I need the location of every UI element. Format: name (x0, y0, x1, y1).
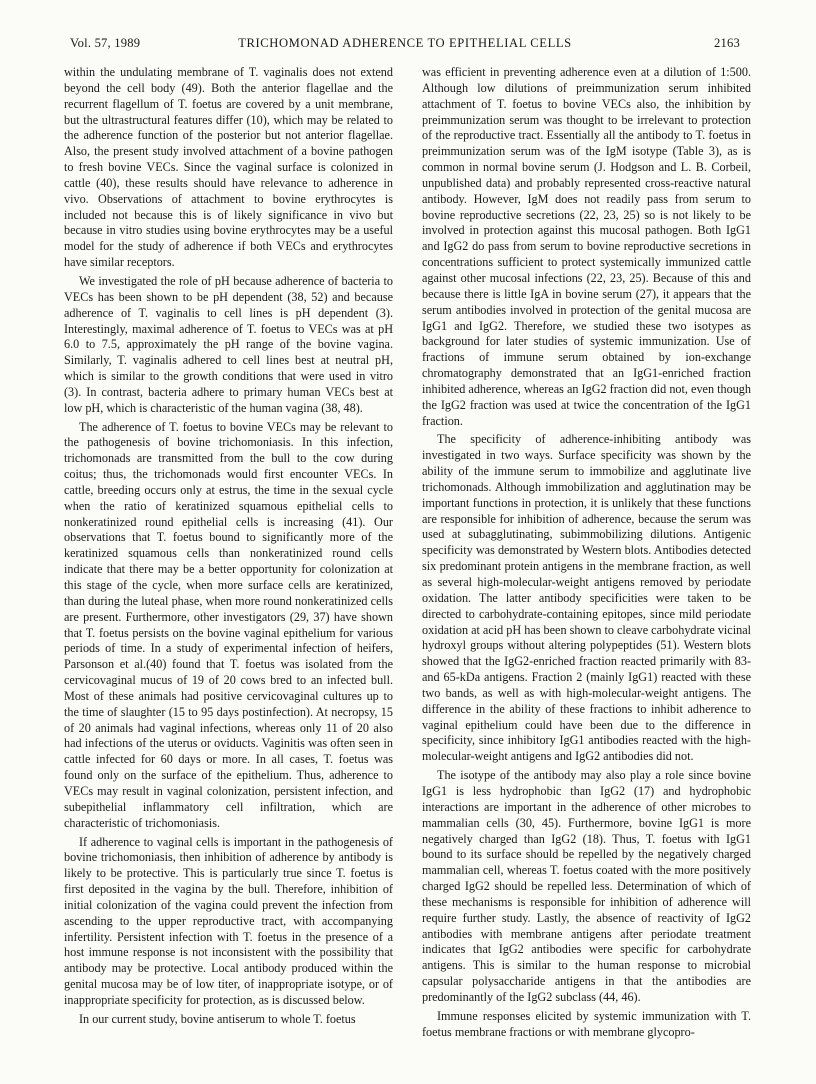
paragraph: Immune responses elicited by systemic immunization with T. foetus membrane fractions or with membrane glycopro- (422, 1008, 751, 1039)
paragraph: In our current study, bovine antiserum to whole T. foetus (79, 1011, 356, 1026)
paragraph: We investigated the role of pH because adherence of bacteria to VECs has been shown to be pH dependent (38, 52) and because adherence of T. vaginalis to cell lines is pH dependent (3). Interestingly, maximal adherence of T. foetus to VECs was at pH 6.0 to 7.5, approximately the pH range of the bovine vagina. Similarly, T. vaginalis adhered to cell lines best at neutral pH, which is similar to the growth conditions that were used in vitro (3). In contrast, bacteria adhere to primary human VECs best at low pH, which is characteristic of the human vagina (38, 48). (64, 273, 393, 415)
right-column (422, 65, 751, 1040)
page-number: 2163 (714, 36, 740, 50)
left-column (64, 65, 393, 1028)
paragraph: The specificity of adherence-inhibiting antibody was investigated in two ways. Surface specificity was shown by the ability of the immune serum to immobilize and agglutinate live trichomonads. Although immobilization and agglutination may be important functions in protection, it is unlikely that these functions are responsible for inhibition of adherence, because the serum was used at subagglutinating, subimmobilizing dilutions. Antigenic specificity was demonstrated by Western blots. Antibodies detected six predominant protein antigens in the membrane fraction, as well as several high-molecular-weight antigens removed by periodate oxidation. The latter antibody specificities were taken to be directed to carbohydrate-containing epitopes, since mild periodate oxidation at acid pH has been shown to cleave carbohydrate vicinal hydroxyl groups without altering polypeptides (51). Western blots showed that the IgG2-enriched fraction reacted primarily with 83- and 65-kDa antigens. Fraction 2 (mainly IgG1) reacted with these two bands, as well as with high-molecular-weight antigens. The difference in the ability of these fractions to inhibit adherence to vaginal epithelium could have been due to the difference in specificity, since inhibitory IgG1 antibodies reacted with the high-molecular-weight antigens and IgG2 antibodies did not. (422, 432, 751, 764)
volume-info: Vol. 57, 1989 (70, 36, 141, 50)
paragraph: The adherence of T. foetus to bovine VECs may be relevant to the pathogenesis of bovine trichomoniasis. In this infection, trichomonads are transmitted from the bull to the cow during coitus; thus, the trichomonads would first encounter VECs. In cattle, breeding occurs only at estrus, the time in the sexual cycle when the ratio of keratinized squamous epithelial cells to nonkeratinized round epithelial cells is increasing (41). Our observations that T. foetus bound to significantly more of the keratinized squamous cells than nonkeratinized round cells indicate that there may be a better opportunity for colonization at this stage of the cycle, when more surface cells are keratinized, than during the luteal phase, when more round nonkeratinized cells are present. Furthermore, other investigators (29, 37) have shown that T. foetus persists on the bovine vaginal epithelium for various periods of time. In a study of experimental infection of heifers, Parsonson et al.(40) found that T. foetus was isolated from the cervicovaginal mucus of 19 of 20 cows bred to an infected bull. Most of these animals had positive cervicovaginal cultures up to the time of slaughter (15 to 95 days postinfection). At necropsy, 15 of 20 animals had vaginal infections, whereas only 11 of 20 also had infections of the uterus or oviducts. Vaginitis was often seen in cattle infected for 60 days or more. In all cases, T. foetus was found only on the surface of the epithelium. Thus, adherence to VECs may result in vaginal colonization, persistent infection, and subepithelial inflammatory cell infiltration, which are characteristic of trichomoniasis. (64, 419, 393, 830)
paragraph: The isotype of the antibody may also play a role since bovine IgG1 is less hydrophobic than IgG2 (17) and hydrophobic interactions are important in the adherence of other microbes to mammalian cells (30, 45). Furthermore, bovine IgG1 is more negatively charged than IgG2 (18). Thus, T. foetus with IgG1 bound to its surface should be repelled by the negatively charged mammalian cell, whereas T. foetus coated with the more positively charged IgG2 should be repelled less. Determination of which of these mechanisms is responsible for inhibition of adherence will require further study. Lastly, the absence of reactivity of IgG2 antibodies with membrane antigens after periodate treatment indicates that IgG2 antibodies were specific for carbohydrate antigens. This is similar to the human response to microbial capsular polysaccharide antigens in that the antibodies are predominantly of the IgG2 subclass (44, 46). (422, 768, 751, 1004)
paragraph: was efficient in preventing adherence even at a dilution of 1:500. Although low dilutions of preimmunization serum inhibited attachment of T. foetus to bovine VECs also, the inhibition by preimmunization serum was thought to be irrelevant to protection of the reproductive tract. Essentially all the antibody to T. foetus in preimmunization serum was of the IgM isotype (Table 3), as is common in normal bovine serum (J. Hodgson and L. B. Corbeil, unpublished data) and probably represented cross-reactive natural antibody. However, IgM does not readily pass from serum to bovine reproductive secretions (22, 23, 25) so is not likely to be involved in protection against this mucosal pathogen. Both IgG1 and IgG2 do pass from serum to bovine reproductive secretions in concentrations sufficient to protect systemically immunized cattle against other mucosal infections (22, 23, 25). Because of this and because there is little IgA in bovine serum (27), it appears that the serum antibodies involved in protection of the genital mucosa are IgG1 and IgG2. Therefore, we studied these two isotypes as background for later studies of systemic immunization. Use of fractions of immune serum obtained by ion-exchange chromatography demonstrated that an IgG1-enriched fraction inhibited adherence, whereas an IgG2 fraction did not, even though the IgG2 fraction was used at twice the concentration of the IgG1 fraction. (422, 65, 751, 428)
paragraph: within the undulating membrane of T. vaginalis does not extend beyond the cell body (49). Both the anterior flagellae and the recurrent flagellum of T. foetus are covered by a unit membrane, but the ultrastructural features differ (10), which may be related to the adherence function of the posterior but not anterior flagellae. Also, the present study involved attachment of a bovine pathogen to fresh bovine VECs. Since the vaginal surface is colonized in cattle (40), these results should have relevance to adherence in vivo. Observations of attachment to bovine erythrocytes is included not because this is of likely significance in vivo but because in vitro studies using bovine erythrocytes may be a useful model for the study of adherence if both VECs and erythrocytes have similar receptors. (64, 65, 393, 270)
paragraph: If adherence to vaginal cells is important in the pathogenesis of bovine trichomoniasis, then inhibition of adherence by antibody is likely to be protective. This is particularly true since T. foetus is first deposited in the vagina by the bull. Therefore, inhibition of initial colonization of the vagina could prevent the infection from ascending to the upper reproductive tract, with accompanying infertility. Persistent infection with T. foetus in the presence of a host immune response is not inconsistent with the possibility that antibody may be protective. Local antibody produced within the genital mucosa may be of low titer, of inappropriate isotype, or of inappropriate specificity for protection, as is discussed below. (64, 834, 393, 1007)
running-title: TRICHOMONAD ADHERENCE TO EPITHELIAL CELLS (238, 36, 572, 50)
running-header (70, 36, 740, 56)
